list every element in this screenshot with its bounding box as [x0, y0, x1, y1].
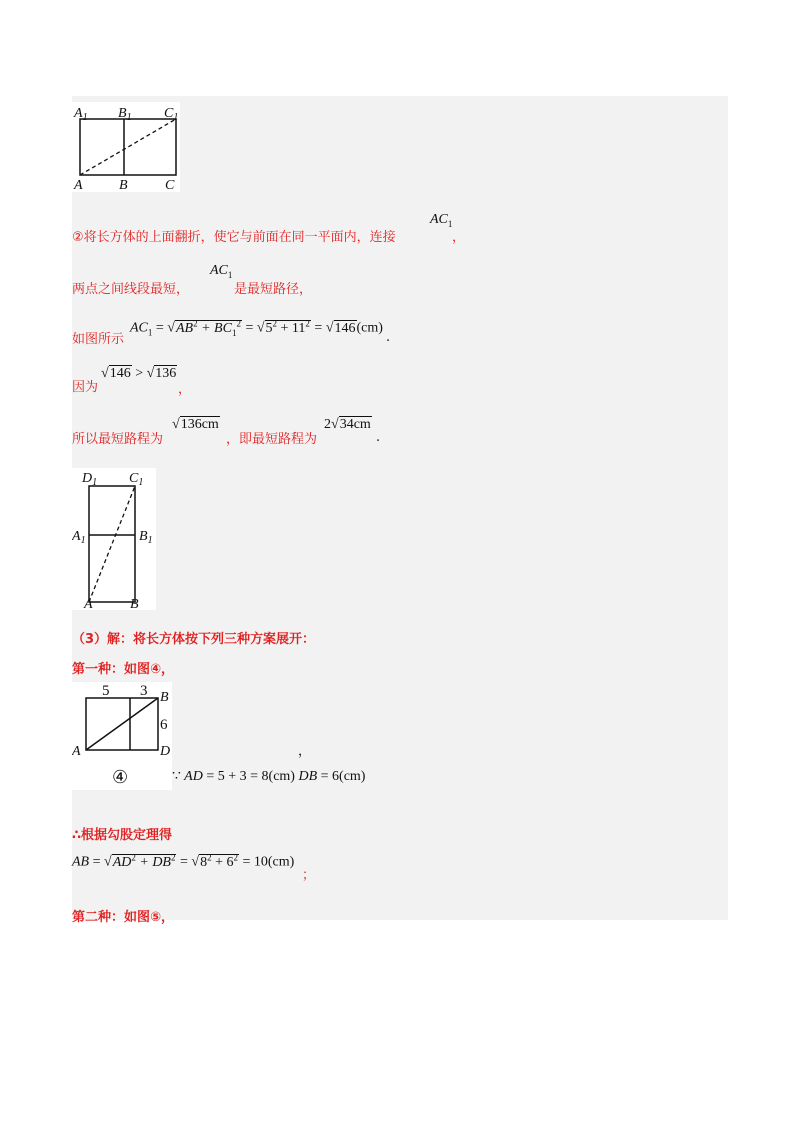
- step2-line1-end: ，: [452, 230, 466, 245]
- ac1-symbol-2: AC: [210, 263, 228, 278]
- label-b1: $B_1$: [118, 106, 132, 123]
- label-c1-2: $C_1$: [129, 471, 144, 488]
- formula-compare: √146 > √136: [101, 366, 177, 381]
- label-a1-2: $A_1$: [72, 529, 86, 546]
- ac1-sub: 1: [447, 218, 453, 229]
- step2-line3-label: 如图所示: [72, 332, 125, 347]
- label-c: C: [165, 178, 175, 192]
- step2-line2-math: [210, 263, 232, 280]
- part3-heading: （3）解：将长方体按下列三种方案展开：: [72, 632, 316, 647]
- step2-line1-text: ②将长方体的上面翻折，使它与前面在同一平面内，连接: [72, 230, 396, 245]
- diagonal-4: [86, 698, 158, 750]
- step2-line5-mid: ，即最短路程为: [226, 432, 318, 447]
- label-b-4: B: [160, 690, 169, 705]
- label-d-4: D: [160, 744, 171, 759]
- label-b-2: B: [130, 597, 139, 610]
- label-6: 6: [160, 717, 168, 733]
- step2-line2: 两点之间线段最短，: [72, 282, 190, 297]
- part3-second: 第二种：如图⑤，: [72, 910, 175, 925]
- step2-line4-label: 因为: [72, 380, 99, 395]
- ac1-symbol: AC: [430, 212, 448, 227]
- content-panel: [72, 96, 728, 920]
- formula-ac1: $AC_1 = √AB^2 + BC_1^2 = √5^2 + 11^2 = √146(cm)$: [130, 318, 383, 338]
- step2-line1: [72, 226, 396, 245]
- step2-line5-start: 所以最短路程为: [72, 432, 164, 447]
- label-3: 3: [140, 683, 148, 699]
- ac1-sub-2: 1: [227, 269, 233, 280]
- part3-first: 第一种：如图④，: [72, 662, 175, 677]
- answer-value-2-text: 34cm: [339, 417, 371, 432]
- formula-ab: AB = $√AD^2 + DB^2 = √8^2 + 6^2 = 10(cm)$: [72, 852, 295, 870]
- answer-value-1: √136cm: [172, 417, 219, 432]
- label-a-2: A: [84, 597, 93, 610]
- figure-4: [72, 682, 172, 790]
- label-b: B: [119, 178, 128, 192]
- label-a-4: A: [72, 744, 81, 759]
- caption-4: ④: [112, 767, 129, 787]
- step2-line1-math: [430, 212, 452, 229]
- step2-line2-end: 是最短路径，: [234, 282, 313, 297]
- step2-line3-end: .: [386, 330, 391, 345]
- step2-line5-end: .: [376, 430, 381, 445]
- formula-ad-db: ∵ AD = 5 + 3 = 8(cm) DB = 6(cm): [172, 769, 366, 784]
- part3-semicolon: ；: [302, 868, 316, 883]
- figure-unfold-top: [72, 102, 180, 192]
- label-b1-2: $B_1$: [139, 529, 153, 546]
- figure-unfold-vertical-svg: [72, 468, 156, 610]
- answer-value-2: 2√34cm: [324, 417, 371, 432]
- part3-comma: ，: [298, 744, 312, 759]
- figure-4-svg: [72, 682, 172, 790]
- label-5: 5: [102, 683, 110, 699]
- label-c1: $C_1$: [164, 106, 179, 123]
- step2-line4-end: ，: [178, 382, 192, 397]
- dashed-path: [80, 119, 176, 175]
- label-a: A: [74, 178, 83, 192]
- figure-unfold-top-svg: [72, 102, 180, 192]
- answer-value-1-text: 136cm: [180, 417, 219, 432]
- answer-coef: 2: [324, 417, 331, 432]
- label-a1: $A_1$: [74, 106, 88, 123]
- part3-therefore: ∴根据勾股定理得: [72, 828, 173, 843]
- dashed-path-2: [89, 486, 135, 602]
- label-d1: $D_1$: [82, 471, 98, 488]
- figure-unfold-vertical: [72, 468, 156, 610]
